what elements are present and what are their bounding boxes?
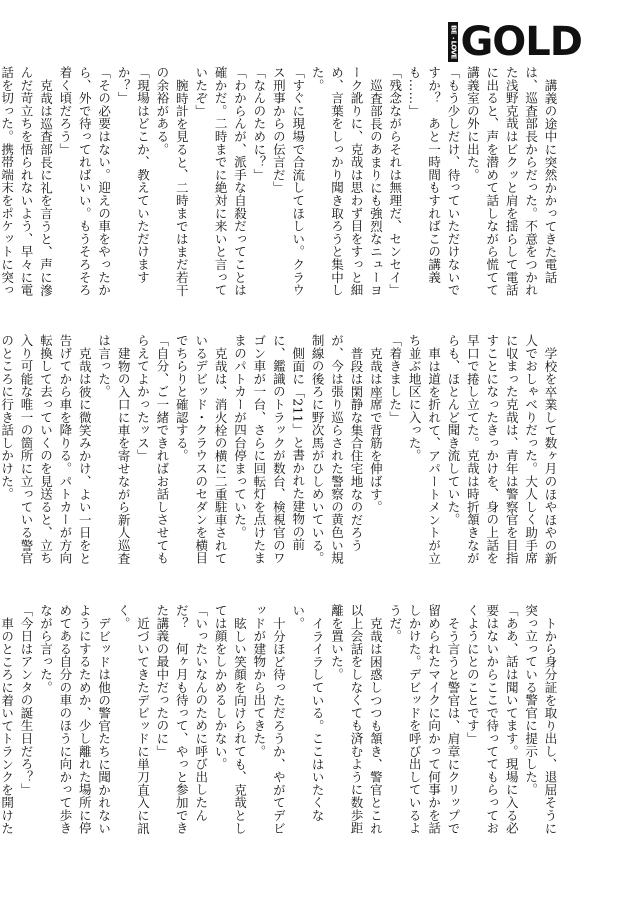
paragraph: 「残念ながらそれは無理だ、センセイ」 <box>387 66 403 297</box>
paragraph: 克哉は彼に微笑みかけ、よい一日をと告げてから車を降りる。パトカーが方向転換して去っていくのを見送ると、立ち入り可能な唯一の箇所に立っている警官のところに行き話しかけた。 <box>0 334 93 565</box>
text-block-bottom <box>0 604 560 842</box>
paragraph: そう言うと警官は、肩章にクリップで留められたマイクに向かって何事かを話しかけた。デビッドを呼び出しているようだ。 <box>387 604 461 835</box>
paragraph: 「今日はアンタの誕生日だろ？」 <box>19 604 35 796</box>
paragraph: 克哉は座席で背筋を伸ばす。 <box>368 346 384 513</box>
paragraph: トから身分証を取り出し、退屈そうに突っ立っている警官に提示した。 <box>523 604 558 835</box>
paragraph: 普段は閑静な集合住宅地なのだろうが、今は張り巡らされた警察の黄色い規制線の後ろに野次馬がひしめいている。 <box>310 334 364 565</box>
paragraph: 側面に「211」と書かれた建物の前に、鑑識のトラックが数台、検視官のワゴン車が一台、さらに回転灯を点けたままのパトカーが四台停まっていた。 <box>232 334 306 565</box>
paragraph: 「すぐに現場で合流してほしい。クラウス刑事からの伝言だ」 <box>271 66 306 297</box>
paragraph: 「その必要はない。迎えの車をやったから、外で待ってればいい。もうそろそろ着く頃だろう」 <box>57 66 112 297</box>
logo-tag: BE・LOVE <box>448 22 458 62</box>
paragraph: イライラしている。ここはいたくない。 <box>290 604 326 822</box>
paragraph: デビッドは他の警官たちに聞かれないようにするためか、少し離れた場所に停めてある自分の車のほうに向かって歩きながら言った。 <box>38 604 112 835</box>
paragraph: 眩しい笑顔を向けられても、克哉としては顔をしかめるしかない。 <box>213 604 248 835</box>
paragraph: 巡査部長のあまりにも強烈なニューヨーク訛りに、克哉は思わず目をすっと細め、言葉をしっかり聞き取ろうと集中した。 <box>310 66 384 297</box>
paragraph: 車は道を折れて、アパートメントが立ち並ぶ地区に入った。 <box>407 334 442 565</box>
paragraph: 克哉は、消火栓の横に二重駐車されているデビッド・クラウスのセダンを横目でちらりと確認する。 <box>174 334 229 565</box>
paragraph: 「いったいなんのために呼び出したんだ？ 何ヶ月も待って、やっと参加できた講義の最中だったのに」 <box>154 604 209 835</box>
paragraph: 「着きました」 <box>387 334 403 424</box>
paragraph: 腕時計を見ると、二時まではまだ若干の余裕がある。 <box>154 66 190 297</box>
paragraph: 十分ほど待っただろうか、やがてデビッドが建物から出てきた。 <box>251 604 287 835</box>
paragraph: 建物の入口に車を寄せながら新人巡査は言った。 <box>96 334 132 565</box>
text-block-middle <box>0 334 560 572</box>
paragraph: 「ああ、話は聞いてます。現場に入る必要はないからここで待っててもらっておくようにとのことです」 <box>465 604 520 835</box>
paragraph: 「現場はどこか、教えていただけますか？」 <box>116 66 151 284</box>
paragraph: 「わからんが、派手な自殺だってことは確かだ。二時までに絶対に来いと言っていたぞ」 <box>193 66 248 297</box>
logo-word: GOLD <box>460 19 582 65</box>
paragraph: 「なんのために？」 <box>251 66 267 182</box>
magazine-logo <box>448 19 582 65</box>
paragraph: 講義の途中に突然かかってきた電話は、巡査部長からだった。不意をつかれた浅野克哉はビクッと肩を揺らして電話に出ると、声を潜めて話しながら慌てて講義室の外に出た。 <box>465 66 558 297</box>
paragraph: 克哉は巡査部長に礼を言うと、声に滲んだ苛立ちを悟られないよう、早々に電話を切った。携帯端末をポケットに突っ <box>0 66 54 297</box>
paragraph: 近づいてきたデビッドに単刀直入に訊く。 <box>116 604 151 835</box>
paragraph: 「もう少しだけ、待っていただけないですか？ あと一時間もすればこの講義も……」 <box>407 66 461 297</box>
text-block-top <box>0 66 560 304</box>
paragraph: 克哉は困惑しつつも頷き、警官とこれ以上会話をしなくても済むように数歩距離を置いた。 <box>329 604 384 835</box>
paragraph: 学校を卒業して数ヶ月のほやほやの新人でおしゃべりだった。大人しく助手席に収まった克哉は、青年は警察官を目指すことになったきっかけを、身の上話を早口で捲し立てた。克哉は時折頷きながらも、ほとんど聞き流していた。 <box>445 334 558 565</box>
paragraph: 車のところに着いてトランクを開けた <box>0 616 15 835</box>
paragraph: 「自分、ご一緒できればお話しさせてもらえてよかったッス」 <box>135 334 170 565</box>
